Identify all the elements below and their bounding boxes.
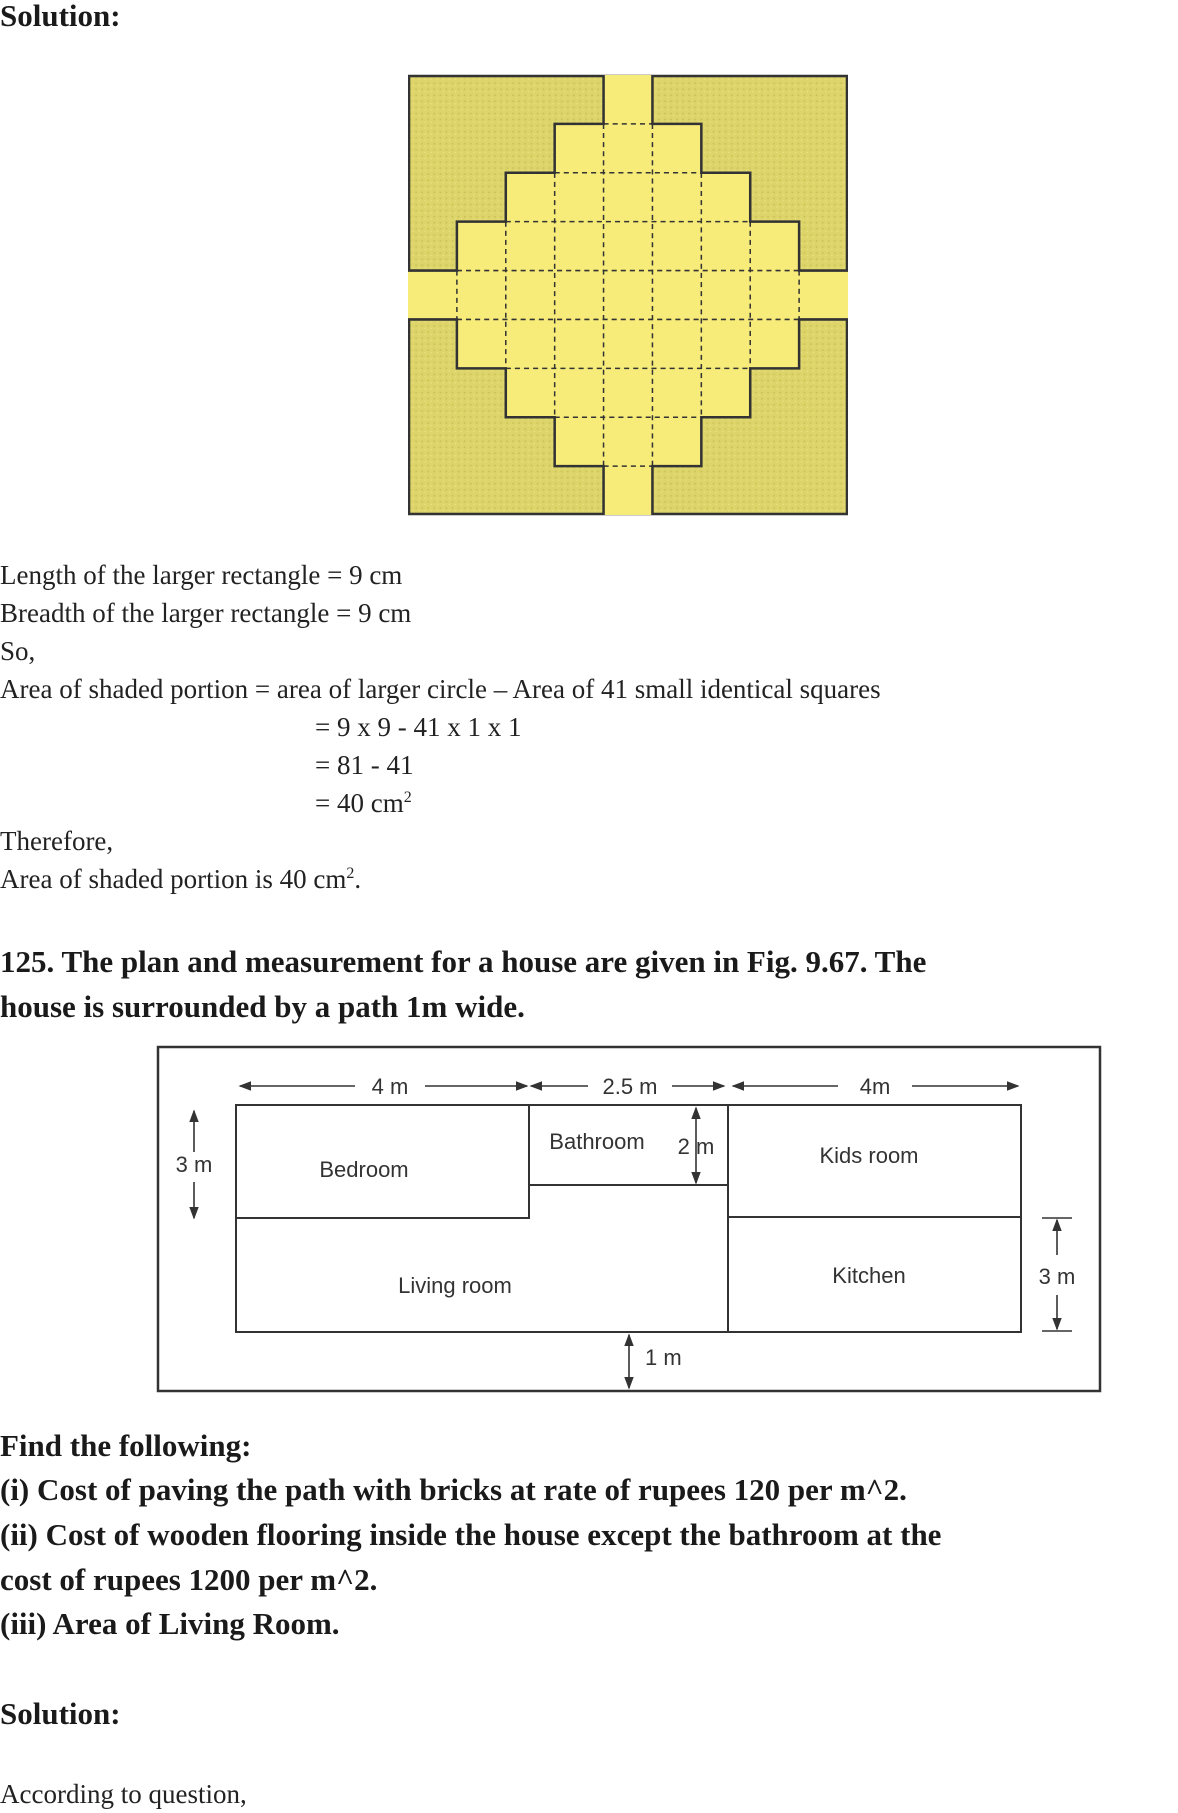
dim-label: 3 m <box>175 1152 213 1177</box>
question-line: house is surrounded by a path 1m wide. <box>0 989 525 1024</box>
room-label-kids: Kids room <box>819 1143 919 1168</box>
calc-line: Length of the larger rectangle = 9 cm <box>0 560 403 590</box>
calc-line: = 81 - 41 <box>315 750 414 780</box>
find-item: (iii) Area of Living Room. <box>0 1606 340 1641</box>
question-line: 125. The plan and measurement for a house are given in Fig. 9.67. The <box>0 944 927 979</box>
calc-text: . <box>354 864 362 894</box>
dim-label: 2 m <box>677 1134 715 1159</box>
room-label-kitchen: Kitchen <box>832 1263 906 1288</box>
dim-label: 3 m <box>1038 1264 1076 1289</box>
room-label-bathroom: Bathroom <box>549 1129 645 1154</box>
dim-label: 2.5 m <box>602 1074 658 1099</box>
room-label-bedroom: Bedroom <box>319 1157 409 1182</box>
calc-text: = 40 cm <box>315 788 404 818</box>
superscript: 2 <box>346 865 355 882</box>
find-item: (ii) Cost of wooden flooring inside the house except the bathroom at the <box>0 1517 942 1552</box>
body-text: According to question, <box>0 1779 247 1809</box>
superscript: 2 <box>403 789 412 806</box>
calc-line: Area of shaded portion = area of larger circle – Area of 41 small identical squares <box>0 674 881 704</box>
calc-text: Area of shaded portion is 40 cm <box>0 864 347 894</box>
calc-line: = 9 x 9 - 41 x 1 x 1 <box>315 712 522 742</box>
solution-heading: Solution: <box>0 1696 121 1731</box>
find-item: (i) Cost of paving the path with bricks at rate of rupees 120 per m^2. <box>0 1472 907 1507</box>
calc-line: So, <box>0 636 36 666</box>
dim-label: 4 m <box>371 1074 409 1099</box>
calc-line: Therefore, <box>0 826 114 856</box>
dim-label: 4m <box>859 1074 891 1099</box>
find-item: cost of rupees 1200 per m^2. <box>0 1562 378 1597</box>
room-label-living: Living room <box>398 1273 512 1298</box>
calc-line: Breadth of the larger rectangle = 9 cm <box>0 598 412 628</box>
solution-heading: Solution: <box>0 0 121 33</box>
find-heading: Find the following: <box>0 1428 252 1463</box>
dim-label: 1 m <box>645 1345 682 1370</box>
